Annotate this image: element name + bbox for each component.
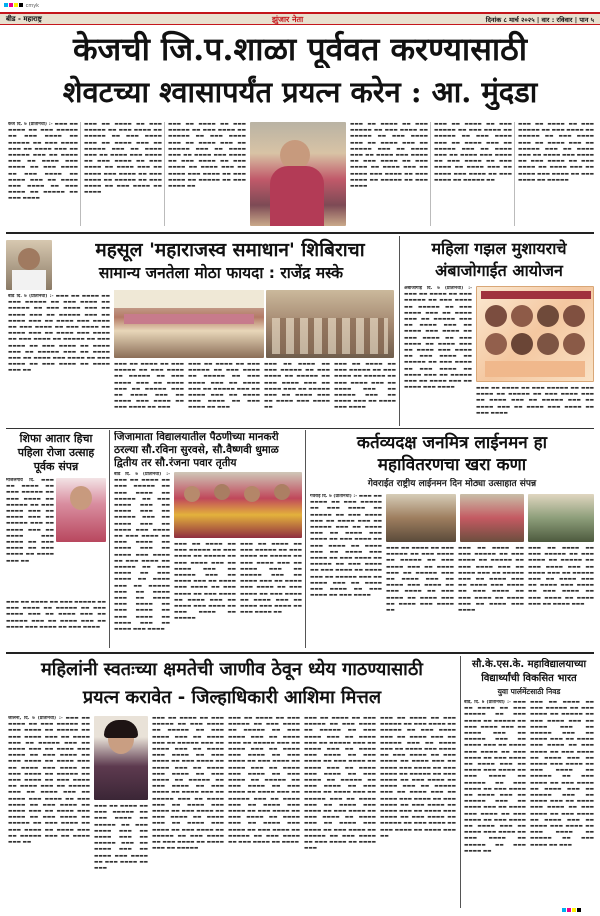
school-headline-line2: ठरल्या सौ.रविना सुरवसे, सौ.वैष्णवी धुमाळ: [114, 444, 279, 456]
ghazal-headline-line1: महिला गझल मुशायराचे: [431, 239, 567, 258]
revenue-thumb-photo: [6, 240, 52, 290]
edition-label: बीड - महाराष्ट्र: [6, 15, 42, 23]
lead-story-col5: ▬▬▬ ▬▬ ▬▬▬▬ ▬▬ ▬▬▬ ▬▬▬▬▬ ▬▬ ▬▬▬ ▬▬▬▬ ▬▬ ▬▬▬▬▬ ▬▬ ▬▬▬ ▬▬▬▬ ▬▬▬ ▬▬ ▬▬▬▬ ▬▬▬ ▬▬ ▬▬▬▬▬ ▬▬▬ ▬▬ ▬▬▬▬ ▬▬▬ ▬▬ ▬▬▬▬ ▬▬▬ ▬▬▬▬ ▬▬ ▬▬▬ ▬▬▬▬ ▬▬ ▬▬▬ ▬▬▬▬ ▬▬ ▬▬▬▬ ▬▬▬ ▬▬ ▬▬▬▬ ▬▬▬ ▬▬▬▬ ▬▬ ▬▬▬ ▬▬▬▬ ▬▬ ▬▬▬▬▬ ▬▬ ▬▬▬ ▬▬▬▬: [350, 122, 428, 190]
shifa-headline-line3: पूर्वक संपन्न: [33, 460, 79, 473]
lineman-story-col1: गेवराई दि. ७ (प्रतिनिधी) :- ▬▬▬ ▬▬ ▬▬▬▬ ▬▬ ▬▬▬ ▬▬▬▬▬ ▬▬ ▬▬▬ ▬▬▬▬ ▬▬ ▬▬▬▬▬ ▬▬ ▬▬▬ ▬▬▬▬ ▬▬▬ ▬▬ ▬▬▬▬ ▬▬▬ ▬▬ ▬▬▬▬▬ ▬▬▬ ▬▬ ▬▬▬▬ ▬▬▬ ▬▬ ▬▬▬▬ ▬▬▬ ▬▬▬▬ ▬▬ ▬▬▬ ▬▬▬▬ ▬▬ ▬▬▬ ▬▬▬▬ ▬▬ ▬▬▬▬ ▬▬▬ ▬▬ ▬▬▬▬ ▬▬▬ ▬▬▬▬ ▬▬ ▬▬▬ ▬▬▬▬ ▬▬ ▬▬▬▬▬ ▬▬ ▬▬▬ ▬▬▬▬ ▬▬ ▬▬▬ ▬▬▬▬ ▬▬ ▬▬▬▬ ▬▬▬ ▬▬ ▬▬▬▬▬ ▬▬▬ ▬▬ ▬▬▬▬ ▬▬▬ ▬▬ ▬▬▬▬ ▬▬▬ ▬▬▬▬ ▬▬ ▬▬▬ ▬▬▬▬ ▬▬ ▬▬▬ ▬▬▬▬: [310, 494, 382, 599]
lead-headline-line2: शेवटच्या श्वासापर्यंत प्रयत्न करेन : आ. मुंदडा: [62, 75, 538, 109]
school-story-col1: बीड दि. ७ (प्रतिनिधी) :- ▬▬▬ ▬▬ ▬▬▬▬ ▬▬ ▬▬▬ ▬▬▬▬▬ ▬▬ ▬▬▬ ▬▬▬▬ ▬▬ ▬▬▬▬▬ ▬▬ ▬▬▬ ▬▬▬▬ ▬▬▬ ▬▬ ▬▬▬▬ ▬▬▬ ▬▬ ▬▬▬▬▬ ▬▬▬ ▬▬ ▬▬▬▬ ▬▬▬ ▬▬ ▬▬▬▬ ▬▬▬ ▬▬▬▬ ▬▬ ▬▬▬ ▬▬▬▬ ▬▬ ▬▬▬ ▬▬▬▬ ▬▬ ▬▬▬▬ ▬▬▬ ▬▬ ▬▬▬▬ ▬▬▬ ▬▬▬▬ ▬▬ ▬▬▬ ▬▬▬▬ ▬▬ ▬▬▬▬▬ ▬▬ ▬▬▬ ▬▬▬▬ ▬▬ ▬▬▬ ▬▬▬▬ ▬▬ ▬▬▬▬ ▬▬▬ ▬▬ ▬▬▬▬▬ ▬▬▬ ▬▬ ▬▬▬▬ ▬▬▬ ▬▬ ▬▬▬▬ ▬▬▬ ▬▬▬▬ ▬▬ ▬▬▬ ▬▬▬▬ ▬▬ ▬▬▬ ▬▬▬▬ ▬▬ ▬▬▬▬ ▬▬▬ ▬▬ ▬▬▬▬ ▬▬▬ ▬▬▬▬: [114, 472, 170, 633]
collector-story-col6: ▬▬▬ ▬▬ ▬▬▬▬ ▬▬ ▬▬▬ ▬▬▬▬▬ ▬▬ ▬▬▬ ▬▬▬▬ ▬▬ ▬▬▬▬▬ ▬▬ ▬▬▬ ▬▬▬▬ ▬▬▬ ▬▬ ▬▬▬▬ ▬▬▬ ▬▬ ▬▬▬▬▬ ▬▬▬ ▬▬ ▬▬▬▬ ▬▬▬ ▬▬ ▬▬▬▬ ▬▬▬ ▬▬▬▬ ▬▬ ▬▬▬ ▬▬▬▬ ▬▬ ▬▬▬ ▬▬▬▬ ▬▬ ▬▬▬▬ ▬▬▬ ▬▬ ▬▬▬▬ ▬▬▬ ▬▬▬▬ ▬▬ ▬▬▬ ▬▬▬▬ ▬▬ ▬▬▬▬▬ ▬▬ ▬▬▬ ▬▬▬▬ ▬▬ ▬▬▬ ▬▬▬▬ ▬▬ ▬▬▬▬ ▬▬▬ ▬▬ ▬▬▬▬▬ ▬▬▬ ▬▬ ▬▬▬▬ ▬▬▬ ▬▬ ▬▬▬▬ ▬▬▬ ▬▬▬▬ ▬▬ ▬▬▬ ▬▬▬▬ ▬▬ ▬▬▬ ▬▬▬▬ ▬▬ ▬▬▬▬ ▬▬▬ ▬▬ ▬▬▬▬ ▬▬▬ ▬▬▬▬ ▬▬ ▬▬▬ ▬▬▬▬ ▬▬ ▬▬▬▬▬ ▬▬ ▬▬▬ ▬▬▬▬ ▬▬ ▬▬▬ ▬▬▬▬ ▬▬ ▬▬▬▬ ▬▬▬ ▬▬: [380, 716, 456, 839]
ghazal-dateline: अंबाजोगाई दि. ७ (प्रतिनिधी) :-: [404, 286, 472, 291]
shifa-dateline: माजलगाव दि.: [6, 478, 35, 483]
shifa-story-col2: ▬▬▬ ▬▬ ▬▬▬▬ ▬▬ ▬▬▬ ▬▬▬▬▬ ▬▬ ▬▬▬ ▬▬▬▬ ▬▬ ▬▬▬▬▬ ▬▬ ▬▬▬ ▬▬▬▬ ▬▬▬ ▬▬ ▬▬▬▬ ▬▬▬ ▬▬ ▬▬▬▬▬ ▬▬▬ ▬▬ ▬▬▬▬ ▬▬▬ ▬▬ ▬▬▬▬ ▬▬▬ ▬▬▬▬ ▬▬ ▬▬▬ ▬▬▬▬: [6, 600, 106, 630]
ghazal-story-col2: ▬▬▬ ▬▬ ▬▬▬▬ ▬▬ ▬▬▬ ▬▬▬▬▬ ▬▬ ▬▬▬ ▬▬▬▬ ▬▬ ▬▬▬▬▬ ▬▬ ▬▬▬ ▬▬▬▬ ▬▬▬ ▬▬ ▬▬▬▬ ▬▬▬ ▬▬ ▬▬▬▬▬ ▬▬▬ ▬▬ ▬▬▬▬ ▬▬▬ ▬▬ ▬▬▬▬ ▬▬▬ ▬▬▬▬ ▬▬ ▬▬▬ ▬▬▬▬: [476, 386, 594, 416]
ks-story-col1: बीड, दि. ७ (प्रतिनिधी) :- ▬▬▬ ▬▬ ▬▬▬▬ ▬▬ ▬▬▬ ▬▬▬▬▬ ▬▬ ▬▬▬ ▬▬▬▬ ▬▬ ▬▬▬▬▬ ▬▬ ▬▬▬ ▬▬▬▬ ▬▬▬ ▬▬ ▬▬▬▬ ▬▬▬ ▬▬ ▬▬▬▬▬ ▬▬▬ ▬▬ ▬▬▬▬ ▬▬▬ ▬▬ ▬▬▬▬ ▬▬▬ ▬▬▬▬ ▬▬ ▬▬▬ ▬▬▬▬ ▬▬ ▬▬▬ ▬▬▬▬ ▬▬ ▬▬▬▬ ▬▬▬ ▬▬ ▬▬▬▬ ▬▬▬ ▬▬▬▬ ▬▬ ▬▬▬ ▬▬▬▬ ▬▬ ▬▬▬▬▬ ▬▬ ▬▬▬ ▬▬▬▬ ▬▬ ▬▬▬ ▬▬▬▬ ▬▬ ▬▬▬▬ ▬▬▬ ▬▬ ▬▬▬▬▬ ▬▬▬ ▬▬ ▬▬▬▬ ▬▬▬ ▬▬ ▬▬▬▬ ▬▬▬ ▬▬▬▬ ▬▬ ▬▬▬ ▬▬▬▬ ▬▬ ▬▬▬ ▬▬▬▬ ▬▬ ▬▬▬▬ ▬▬▬ ▬▬ ▬▬▬▬ ▬▬▬ ▬▬▬▬ ▬▬ ▬▬▬ ▬▬▬▬ ▬▬ ▬▬▬▬▬ ▬▬ ▬▬▬ ▬▬▬▬ ▬▬: [464, 700, 526, 854]
shifa-headline-line2: पहिला रोजा उत्साह: [17, 446, 95, 459]
dateline-banner: दिनांक ८ मार्च २०२५ | वार : रविवार | पान ५: [485, 16, 594, 24]
ks-headline-line1: सौ.के.एस.के. महाविद्यालयाच्या: [471, 659, 587, 670]
cmyk-marks-bottom: [562, 908, 582, 914]
revenue-headline-line1: महसूल 'महाराजस्व समाधान' शिबिराचा: [95, 239, 365, 261]
revenue-photo-audience: [266, 290, 394, 358]
lead-headline-line1: केजची जि.प.शाळा पूर्ववत करण्यासाठी: [72, 30, 527, 68]
lineman-subhead: गेवराईत राष्ट्रीय लाईनमन दिन मोठ्या उत्साहात संपन्न: [367, 479, 537, 489]
column-divider: [514, 122, 515, 226]
collector-story-col3: ▬▬▬ ▬▬ ▬▬▬▬ ▬▬ ▬▬▬ ▬▬▬▬▬ ▬▬ ▬▬▬ ▬▬▬▬ ▬▬ ▬▬▬▬▬ ▬▬ ▬▬▬ ▬▬▬▬ ▬▬▬ ▬▬ ▬▬▬▬ ▬▬▬ ▬▬ ▬▬▬▬▬ ▬▬▬ ▬▬ ▬▬▬▬ ▬▬▬ ▬▬ ▬▬▬▬ ▬▬▬ ▬▬▬▬ ▬▬ ▬▬▬ ▬▬▬▬ ▬▬ ▬▬▬ ▬▬▬▬ ▬▬ ▬▬▬▬ ▬▬▬ ▬▬ ▬▬▬▬ ▬▬▬ ▬▬▬▬ ▬▬ ▬▬▬ ▬▬▬▬ ▬▬ ▬▬▬▬▬ ▬▬ ▬▬▬ ▬▬▬▬ ▬▬ ▬▬▬ ▬▬▬▬ ▬▬ ▬▬▬▬ ▬▬▬ ▬▬ ▬▬▬▬▬ ▬▬▬ ▬▬ ▬▬▬▬ ▬▬▬ ▬▬ ▬▬▬▬ ▬▬▬ ▬▬▬▬ ▬▬ ▬▬▬ ▬▬▬▬ ▬▬ ▬▬▬ ▬▬▬▬ ▬▬ ▬▬▬▬ ▬▬▬ ▬▬ ▬▬▬▬ ▬▬▬ ▬▬▬▬ ▬▬ ▬▬▬ ▬▬▬▬ ▬▬ ▬▬▬▬▬ ▬▬ ▬▬▬ ▬▬▬▬ ▬▬ ▬▬▬ ▬▬▬▬ ▬▬ ▬▬▬▬ ▬▬▬ ▬▬ ▬▬▬▬▬: [152, 716, 224, 852]
lineman-headline-line1: कर्तव्यदक्ष जनमित्र लाईनमन हा: [356, 433, 548, 453]
revenue-photo-main: [114, 290, 264, 358]
revenue-headline-line2: सामान्य जनतेला मोठा फायदा : राजेंद्र मस्के: [98, 264, 344, 282]
lead-photo: [250, 122, 346, 226]
collector-headline-line1: महिलांनी स्वतःच्या क्षमतेची जाणीव ठेवून ध्येय गाठण्यासाठी: [41, 659, 423, 680]
section-rule: [6, 652, 594, 654]
collector-photo: [94, 716, 148, 800]
collector-headline-line2: प्रयत्न करावेत - जिल्हाधिकारी आशिमा मित्तल: [82, 687, 382, 708]
shifa-headline: [6, 432, 106, 474]
lead-story-col7: ▬▬▬ ▬▬ ▬▬▬▬ ▬▬ ▬▬▬ ▬▬▬▬▬ ▬▬ ▬▬▬ ▬▬▬▬ ▬▬ ▬▬▬▬▬ ▬▬ ▬▬▬ ▬▬▬▬ ▬▬▬ ▬▬ ▬▬▬▬ ▬▬▬ ▬▬ ▬▬▬▬▬ ▬▬▬ ▬▬ ▬▬▬▬ ▬▬▬ ▬▬ ▬▬▬▬ ▬▬▬ ▬▬▬▬ ▬▬ ▬▬▬ ▬▬▬▬ ▬▬ ▬▬▬ ▬▬▬▬ ▬▬ ▬▬▬▬ ▬▬▬ ▬▬ ▬▬▬▬ ▬▬▬ ▬▬▬▬ ▬▬ ▬▬▬ ▬▬▬▬ ▬▬ ▬▬▬▬▬: [518, 122, 594, 183]
school-dateline: बीड दि. ७ (प्रतिनिधी) :-: [114, 472, 170, 477]
shifa-story-col1: माजलगाव दि. ▬▬▬ ▬▬ ▬▬▬▬ ▬▬ ▬▬▬ ▬▬▬▬▬ ▬▬ ▬▬▬ ▬▬▬▬ ▬▬ ▬▬▬▬▬ ▬▬ ▬▬▬ ▬▬▬▬ ▬▬▬ ▬▬ ▬▬▬▬ ▬▬▬ ▬▬ ▬▬▬▬▬ ▬▬▬ ▬▬ ▬▬▬▬ ▬▬▬ ▬▬ ▬▬▬▬ ▬▬▬ ▬▬▬▬ ▬▬ ▬▬▬ ▬▬▬▬ ▬▬ ▬▬▬ ▬▬▬▬ ▬▬ ▬▬▬▬ ▬▬▬ ▬▬: [6, 478, 54, 564]
cmyk-label: cmyk: [25, 3, 40, 9]
paper-name: झुंजार नेता: [272, 15, 304, 24]
column-divider: [109, 430, 110, 648]
school-photo: [174, 472, 302, 538]
section-rule: [6, 428, 594, 429]
lineman-story-col4: ▬▬▬ ▬▬ ▬▬▬▬ ▬▬ ▬▬▬ ▬▬▬▬▬ ▬▬ ▬▬▬ ▬▬▬▬ ▬▬ ▬▬▬▬▬ ▬▬ ▬▬▬ ▬▬▬▬ ▬▬▬ ▬▬ ▬▬▬▬ ▬▬▬ ▬▬ ▬▬▬▬▬ ▬▬▬ ▬▬ ▬▬▬▬ ▬▬▬ ▬▬ ▬▬▬▬ ▬▬▬ ▬▬▬▬ ▬▬ ▬▬▬ ▬▬▬▬ ▬▬ ▬▬▬ ▬▬▬▬ ▬▬ ▬▬▬▬ ▬▬▬ ▬▬ ▬▬▬▬ ▬▬▬: [528, 546, 594, 607]
shifa-headline-line1: शिफा आतार हिचा: [19, 432, 93, 445]
revenue-story-col2: ▬▬▬ ▬▬ ▬▬▬▬ ▬▬ ▬▬▬ ▬▬▬▬▬ ▬▬ ▬▬▬ ▬▬▬▬ ▬▬ ▬▬▬▬▬ ▬▬ ▬▬▬ ▬▬▬▬ ▬▬▬ ▬▬ ▬▬▬▬ ▬▬▬ ▬▬ ▬▬▬▬▬ ▬▬▬ ▬▬ ▬▬▬▬ ▬▬▬ ▬▬ ▬▬▬▬ ▬▬▬ ▬▬▬▬ ▬▬ ▬▬▬ ▬▬▬▬ ▬▬ ▬▬▬: [114, 362, 184, 411]
collector-story-col5: ▬▬▬ ▬▬ ▬▬▬▬ ▬▬ ▬▬▬ ▬▬▬▬▬ ▬▬ ▬▬▬ ▬▬▬▬ ▬▬ ▬▬▬▬▬ ▬▬ ▬▬▬ ▬▬▬▬ ▬▬▬ ▬▬ ▬▬▬▬ ▬▬▬ ▬▬ ▬▬▬▬▬ ▬▬▬ ▬▬ ▬▬▬▬ ▬▬▬ ▬▬ ▬▬▬▬ ▬▬▬ ▬▬▬▬ ▬▬ ▬▬▬ ▬▬▬▬ ▬▬ ▬▬▬ ▬▬▬▬ ▬▬ ▬▬▬▬ ▬▬▬ ▬▬ ▬▬▬▬ ▬▬▬ ▬▬▬▬ ▬▬ ▬▬▬ ▬▬▬▬ ▬▬ ▬▬▬▬▬ ▬▬ ▬▬▬ ▬▬▬▬ ▬▬ ▬▬▬ ▬▬▬▬ ▬▬ ▬▬▬▬ ▬▬▬ ▬▬ ▬▬▬▬▬ ▬▬▬ ▬▬ ▬▬▬▬ ▬▬▬ ▬▬ ▬▬▬▬ ▬▬▬ ▬▬▬▬ ▬▬ ▬▬▬ ▬▬▬▬ ▬▬ ▬▬▬ ▬▬▬▬ ▬▬ ▬▬▬▬ ▬▬▬ ▬▬ ▬▬▬▬ ▬▬▬ ▬▬▬▬ ▬▬ ▬▬▬ ▬▬▬▬ ▬▬ ▬▬▬▬▬ ▬▬ ▬▬▬ ▬▬▬▬ ▬▬ ▬▬▬ ▬▬▬▬ ▬▬ ▬▬▬▬ ▬▬▬: [304, 716, 376, 852]
revenue-dateline: बीड दि. ७ (प्रतिनिधी) :-: [8, 294, 54, 299]
school-story-col3: ▬▬▬ ▬▬ ▬▬▬▬ ▬▬ ▬▬▬ ▬▬▬▬▬ ▬▬ ▬▬▬ ▬▬▬▬ ▬▬ ▬▬▬▬▬ ▬▬ ▬▬▬ ▬▬▬▬ ▬▬▬ ▬▬ ▬▬▬▬ ▬▬▬ ▬▬ ▬▬▬▬▬ ▬▬▬ ▬▬ ▬▬▬▬ ▬▬▬ ▬▬ ▬▬▬▬ ▬▬▬ ▬▬▬▬ ▬▬ ▬▬▬ ▬▬▬▬ ▬▬ ▬▬▬ ▬▬▬▬ ▬▬ ▬▬▬▬ ▬▬▬ ▬▬ ▬▬▬▬ ▬▬▬ ▬▬▬▬ ▬▬ ▬▬▬ ▬▬▬▬ ▬▬: [240, 542, 302, 616]
collector-story-col1: जालना, दि. ७ (प्रतिनिधी) :- ▬▬▬ ▬▬ ▬▬▬▬ ▬▬ ▬▬▬ ▬▬▬▬▬ ▬▬ ▬▬▬ ▬▬▬▬ ▬▬ ▬▬▬▬▬ ▬▬ ▬▬▬ ▬▬▬▬ ▬▬▬ ▬▬ ▬▬▬▬ ▬▬▬ ▬▬ ▬▬▬▬▬ ▬▬▬ ▬▬ ▬▬▬▬ ▬▬▬ ▬▬ ▬▬▬▬ ▬▬▬ ▬▬▬▬ ▬▬ ▬▬▬ ▬▬▬▬ ▬▬ ▬▬▬ ▬▬▬▬ ▬▬ ▬▬▬▬ ▬▬▬ ▬▬ ▬▬▬▬ ▬▬▬ ▬▬▬▬ ▬▬ ▬▬▬ ▬▬▬▬ ▬▬ ▬▬▬▬▬ ▬▬ ▬▬▬ ▬▬▬▬ ▬▬ ▬▬▬ ▬▬▬▬ ▬▬ ▬▬▬▬ ▬▬▬ ▬▬ ▬▬▬▬▬ ▬▬▬ ▬▬ ▬▬▬▬ ▬▬▬ ▬▬ ▬▬▬▬ ▬▬▬ ▬▬▬▬ ▬▬ ▬▬▬ ▬▬▬▬ ▬▬ ▬▬▬ ▬▬▬▬ ▬▬ ▬▬▬▬ ▬▬▬ ▬▬ ▬▬▬▬ ▬▬▬ ▬▬▬▬ ▬▬ ▬▬▬ ▬▬▬▬ ▬▬ ▬▬▬▬▬ ▬▬ ▬▬▬ ▬▬▬▬ ▬▬ ▬▬▬ ▬▬▬▬ ▬▬ ▬▬▬▬ ▬▬▬ ▬▬ ▬▬▬▬▬ ▬▬▬ ▬▬ ▬▬▬▬ ▬▬▬ ▬▬: [8, 716, 90, 846]
ks-headline: [464, 658, 594, 697]
column-divider: [164, 122, 165, 226]
lead-story-col2: ▬▬▬ ▬▬ ▬▬▬▬ ▬▬ ▬▬▬ ▬▬▬▬▬ ▬▬ ▬▬▬ ▬▬▬▬ ▬▬ ▬▬▬▬▬ ▬▬ ▬▬▬ ▬▬▬▬ ▬▬▬ ▬▬ ▬▬▬▬ ▬▬▬ ▬▬ ▬▬▬▬▬ ▬▬▬ ▬▬ ▬▬▬▬ ▬▬▬ ▬▬ ▬▬▬▬ ▬▬▬ ▬▬▬▬ ▬▬ ▬▬▬ ▬▬▬▬ ▬▬ ▬▬▬ ▬▬▬▬ ▬▬ ▬▬▬▬ ▬▬▬ ▬▬ ▬▬▬▬ ▬▬▬ ▬▬▬▬ ▬▬ ▬▬▬ ▬▬▬▬ ▬▬ ▬▬▬▬▬ ▬▬ ▬▬▬ ▬▬▬▬ ▬▬ ▬▬▬ ▬▬▬▬ ▬▬ ▬▬▬▬: [84, 122, 162, 196]
lead-story-col3: ▬▬▬ ▬▬ ▬▬▬▬ ▬▬ ▬▬▬ ▬▬▬▬▬ ▬▬ ▬▬▬ ▬▬▬▬ ▬▬ ▬▬▬▬▬ ▬▬ ▬▬▬ ▬▬▬▬ ▬▬▬ ▬▬ ▬▬▬▬ ▬▬▬ ▬▬ ▬▬▬▬▬ ▬▬▬ ▬▬ ▬▬▬▬ ▬▬▬ ▬▬ ▬▬▬▬ ▬▬▬ ▬▬▬▬ ▬▬ ▬▬▬ ▬▬▬▬ ▬▬ ▬▬▬ ▬▬▬▬ ▬▬ ▬▬▬▬ ▬▬▬ ▬▬ ▬▬▬▬ ▬▬▬ ▬▬▬▬ ▬▬ ▬▬▬ ▬▬▬▬ ▬▬ ▬▬▬▬▬ ▬▬ ▬▬▬ ▬▬▬▬ ▬▬: [168, 122, 246, 190]
lineman-dateline: गेवराई दि. ७ (प्रतिनिधी) :-: [310, 494, 358, 499]
ghazal-poster: [476, 286, 594, 382]
ks-subhead: युवा पार्लमेंटसाठी निवड: [497, 687, 561, 696]
shifa-photo: [56, 478, 106, 542]
ghazal-headline-line2: अंबाजोगाईत आयोजन: [435, 261, 563, 280]
collector-dateline: जालना, दि. ७ (प्रतिनिधी) :-: [8, 716, 63, 721]
column-divider: [305, 430, 306, 648]
collector-story-col2: ▬▬▬ ▬▬ ▬▬▬▬ ▬▬ ▬▬▬ ▬▬▬▬▬ ▬▬ ▬▬▬ ▬▬▬▬ ▬▬ ▬▬▬▬▬ ▬▬ ▬▬▬ ▬▬▬▬ ▬▬▬ ▬▬ ▬▬▬▬ ▬▬▬ ▬▬ ▬▬▬▬▬ ▬▬▬ ▬▬ ▬▬▬▬ ▬▬▬ ▬▬ ▬▬▬▬ ▬▬▬ ▬▬▬▬ ▬▬ ▬▬▬ ▬▬▬▬ ▬▬ ▬▬▬: [94, 804, 148, 872]
school-headline: [114, 431, 304, 470]
collector-story-col4: ▬▬▬ ▬▬ ▬▬▬▬ ▬▬ ▬▬▬ ▬▬▬▬▬ ▬▬ ▬▬▬ ▬▬▬▬ ▬▬ ▬▬▬▬▬ ▬▬ ▬▬▬ ▬▬▬▬ ▬▬▬ ▬▬ ▬▬▬▬ ▬▬▬ ▬▬ ▬▬▬▬▬ ▬▬▬ ▬▬ ▬▬▬▬ ▬▬▬ ▬▬ ▬▬▬▬ ▬▬▬ ▬▬▬▬ ▬▬ ▬▬▬ ▬▬▬▬ ▬▬ ▬▬▬ ▬▬▬▬ ▬▬ ▬▬▬▬ ▬▬▬ ▬▬ ▬▬▬▬ ▬▬▬ ▬▬▬▬ ▬▬ ▬▬▬ ▬▬▬▬ ▬▬ ▬▬▬▬▬ ▬▬ ▬▬▬ ▬▬▬▬ ▬▬ ▬▬▬ ▬▬▬▬ ▬▬ ▬▬▬▬ ▬▬▬ ▬▬ ▬▬▬▬▬ ▬▬▬ ▬▬ ▬▬▬▬ ▬▬▬ ▬▬ ▬▬▬▬ ▬▬▬ ▬▬▬▬ ▬▬ ▬▬▬ ▬▬▬▬ ▬▬ ▬▬▬ ▬▬▬▬ ▬▬ ▬▬▬▬ ▬▬▬ ▬▬ ▬▬▬▬ ▬▬▬ ▬▬▬▬ ▬▬ ▬▬▬ ▬▬▬▬ ▬▬ ▬▬▬▬▬ ▬▬ ▬▬▬ ▬▬▬▬ ▬▬ ▬▬▬ ▬▬▬▬ ▬▬ ▬▬▬▬: [228, 716, 300, 846]
lead-story-col6: ▬▬▬ ▬▬ ▬▬▬▬ ▬▬ ▬▬▬ ▬▬▬▬▬ ▬▬ ▬▬▬ ▬▬▬▬ ▬▬ ▬▬▬▬▬ ▬▬ ▬▬▬ ▬▬▬▬ ▬▬▬ ▬▬ ▬▬▬▬ ▬▬▬ ▬▬ ▬▬▬▬▬ ▬▬▬ ▬▬ ▬▬▬▬ ▬▬▬ ▬▬ ▬▬▬▬ ▬▬▬ ▬▬▬▬ ▬▬ ▬▬▬ ▬▬▬▬ ▬▬ ▬▬▬ ▬▬▬▬ ▬▬ ▬▬▬▬ ▬▬▬ ▬▬ ▬▬▬▬ ▬▬▬ ▬▬▬▬ ▬▬ ▬▬▬ ▬▬▬▬ ▬▬ ▬▬▬▬▬ ▬▬: [434, 122, 512, 183]
school-headline-line1: जिजामाता विद्यालयातील पैठणीच्या मानकरी: [114, 431, 279, 443]
ks-story-col2: ▬▬▬ ▬▬ ▬▬▬▬ ▬▬ ▬▬▬ ▬▬▬▬▬ ▬▬ ▬▬▬ ▬▬▬▬ ▬▬ ▬▬▬▬▬ ▬▬ ▬▬▬ ▬▬▬▬ ▬▬▬ ▬▬ ▬▬▬▬ ▬▬▬ ▬▬ ▬▬▬▬▬ ▬▬▬ ▬▬ ▬▬▬▬ ▬▬▬ ▬▬ ▬▬▬▬ ▬▬▬ ▬▬▬▬ ▬▬ ▬▬▬ ▬▬▬▬ ▬▬ ▬▬▬ ▬▬▬▬ ▬▬ ▬▬▬▬ ▬▬▬ ▬▬ ▬▬▬▬ ▬▬▬ ▬▬▬▬ ▬▬ ▬▬▬ ▬▬▬▬ ▬▬ ▬▬▬▬▬ ▬▬ ▬▬▬ ▬▬▬▬ ▬▬ ▬▬▬ ▬▬▬▬ ▬▬ ▬▬▬▬ ▬▬▬ ▬▬ ▬▬▬▬▬ ▬▬▬ ▬▬ ▬▬▬▬ ▬▬▬ ▬▬ ▬▬▬▬ ▬▬▬ ▬▬▬▬ ▬▬ ▬▬▬ ▬▬▬▬ ▬▬ ▬▬▬ ▬▬▬▬ ▬▬ ▬▬▬▬ ▬▬▬ ▬▬ ▬▬▬▬ ▬▬▬ ▬▬▬▬ ▬▬ ▬▬▬ ▬▬▬▬ ▬▬ ▬▬▬▬▬ ▬▬ ▬▬▬ ▬▬▬▬ ▬▬ ▬▬▬: [530, 700, 594, 848]
lead-dateline: केज दि. ७ (प्रतिनिधी) :-: [8, 122, 53, 127]
revenue-story-col1: बीड दि. ७ (प्रतिनिधी) :- ▬▬▬ ▬▬ ▬▬▬▬ ▬▬ ▬▬▬ ▬▬▬▬▬ ▬▬ ▬▬▬ ▬▬▬▬ ▬▬ ▬▬▬▬▬ ▬▬ ▬▬▬ ▬▬▬▬ ▬▬▬ ▬▬ ▬▬▬▬ ▬▬▬ ▬▬ ▬▬▬▬▬ ▬▬▬ ▬▬ ▬▬▬▬ ▬▬▬ ▬▬ ▬▬▬▬ ▬▬▬ ▬▬▬▬ ▬▬ ▬▬▬ ▬▬▬▬ ▬▬ ▬▬▬ ▬▬▬▬ ▬▬ ▬▬▬▬ ▬▬▬ ▬▬ ▬▬▬▬ ▬▬▬ ▬▬▬▬ ▬▬ ▬▬▬ ▬▬▬▬ ▬▬ ▬▬▬▬▬ ▬▬ ▬▬▬ ▬▬▬▬ ▬▬ ▬▬▬ ▬▬▬▬ ▬▬ ▬▬▬▬ ▬▬▬ ▬▬ ▬▬▬▬▬ ▬▬▬ ▬▬ ▬▬▬▬ ▬▬▬ ▬▬ ▬▬▬▬ ▬▬▬ ▬▬▬▬ ▬▬ ▬▬▬ ▬▬▬▬ ▬▬ ▬▬▬ ▬▬▬▬ ▬▬ ▬▬▬▬ ▬▬▬ ▬▬: [8, 294, 110, 374]
revenue-story-col3: ▬▬▬ ▬▬ ▬▬▬▬ ▬▬ ▬▬▬ ▬▬▬▬▬ ▬▬ ▬▬▬ ▬▬▬▬ ▬▬ ▬▬▬▬▬ ▬▬ ▬▬▬ ▬▬▬▬ ▬▬▬ ▬▬ ▬▬▬▬ ▬▬▬ ▬▬ ▬▬▬▬▬ ▬▬▬ ▬▬ ▬▬▬▬ ▬▬▬ ▬▬ ▬▬▬▬ ▬▬▬ ▬▬▬▬ ▬▬ ▬▬▬ ▬▬▬▬ ▬▬ ▬▬▬: [188, 362, 260, 411]
cmyk-marks-top: [4, 3, 40, 9]
ghazal-story-col1: अंबाजोगाई दि. ७ (प्रतिनिधी) :- ▬▬▬ ▬▬ ▬▬▬▬ ▬▬ ▬▬▬ ▬▬▬▬▬ ▬▬ ▬▬▬ ▬▬▬▬ ▬▬ ▬▬▬▬▬ ▬▬ ▬▬▬ ▬▬▬▬ ▬▬▬ ▬▬ ▬▬▬▬ ▬▬▬ ▬▬ ▬▬▬▬▬ ▬▬▬ ▬▬ ▬▬▬▬ ▬▬▬ ▬▬ ▬▬▬▬ ▬▬▬ ▬▬▬▬ ▬▬ ▬▬▬ ▬▬▬▬ ▬▬ ▬▬▬ ▬▬▬▬ ▬▬ ▬▬▬▬ ▬▬▬ ▬▬ ▬▬▬▬ ▬▬▬ ▬▬▬▬ ▬▬ ▬▬▬ ▬▬▬▬ ▬▬ ▬▬▬▬▬ ▬▬ ▬▬▬ ▬▬▬▬ ▬▬ ▬▬▬ ▬▬▬▬ ▬▬ ▬▬▬▬ ▬▬▬ ▬▬ ▬▬▬▬▬ ▬▬▬ ▬▬ ▬▬▬▬ ▬▬▬ ▬▬ ▬▬▬▬ ▬▬▬ ▬▬▬▬: [404, 286, 472, 391]
lineman-photo-2: [460, 494, 524, 542]
ks-dateline: बीड, दि. ७ (प्रतिनिधी) :-: [464, 700, 511, 705]
school-headline-line3: द्वितीय तर सौ.रंजना पवार तृतीय: [114, 457, 237, 469]
revenue-story-col5: ▬▬▬ ▬▬ ▬▬▬▬ ▬▬ ▬▬▬ ▬▬▬▬▬ ▬▬ ▬▬▬ ▬▬▬▬ ▬▬ ▬▬▬▬▬ ▬▬ ▬▬▬ ▬▬▬▬ ▬▬▬ ▬▬ ▬▬▬▬ ▬▬▬ ▬▬ ▬▬▬▬▬ ▬▬▬ ▬▬ ▬▬▬▬ ▬▬▬ ▬▬ ▬▬▬▬ ▬▬▬ ▬▬▬▬: [334, 362, 396, 411]
section-rule: [6, 232, 594, 234]
lineman-story-col2: ▬▬▬ ▬▬ ▬▬▬▬ ▬▬ ▬▬▬ ▬▬▬▬▬ ▬▬ ▬▬▬ ▬▬▬▬ ▬▬ ▬▬▬▬▬ ▬▬ ▬▬▬ ▬▬▬▬ ▬▬▬ ▬▬ ▬▬▬▬ ▬▬▬ ▬▬ ▬▬▬▬▬ ▬▬▬ ▬▬ ▬▬▬▬ ▬▬▬ ▬▬ ▬▬▬▬ ▬▬▬ ▬▬▬▬ ▬▬ ▬▬▬ ▬▬▬▬ ▬▬ ▬▬▬ ▬▬▬▬ ▬▬ ▬▬▬▬ ▬▬▬ ▬▬ ▬▬▬▬ ▬▬▬ ▬▬▬▬ ▬▬: [386, 546, 454, 614]
lineman-photo-3: [528, 494, 594, 542]
column-divider: [80, 122, 81, 226]
lineman-photo-1: [386, 494, 456, 542]
masthead-bar: [0, 12, 600, 25]
lineman-headline-line2: महावितरणचा खरा कणा: [377, 455, 527, 475]
lineman-story-col3: ▬▬▬ ▬▬ ▬▬▬▬ ▬▬ ▬▬▬ ▬▬▬▬▬ ▬▬ ▬▬▬ ▬▬▬▬ ▬▬ ▬▬▬▬▬ ▬▬ ▬▬▬ ▬▬▬▬ ▬▬▬ ▬▬ ▬▬▬▬ ▬▬▬ ▬▬ ▬▬▬▬▬ ▬▬▬ ▬▬ ▬▬▬▬ ▬▬▬ ▬▬ ▬▬▬▬ ▬▬▬ ▬▬▬▬ ▬▬ ▬▬▬ ▬▬▬▬ ▬▬ ▬▬▬ ▬▬▬▬ ▬▬ ▬▬▬▬ ▬▬▬ ▬▬ ▬▬▬▬ ▬▬▬ ▬▬▬▬: [458, 546, 524, 614]
column-divider: [430, 122, 431, 226]
revenue-story-col4: ▬▬▬ ▬▬ ▬▬▬▬ ▬▬ ▬▬▬ ▬▬▬▬▬ ▬▬ ▬▬▬ ▬▬▬▬ ▬▬ ▬▬▬▬▬ ▬▬ ▬▬▬ ▬▬▬▬ ▬▬▬ ▬▬ ▬▬▬▬ ▬▬▬ ▬▬ ▬▬▬▬▬ ▬▬▬ ▬▬ ▬▬▬▬ ▬▬▬ ▬▬ ▬▬▬▬ ▬▬▬ ▬▬▬▬ ▬▬: [264, 362, 330, 411]
school-story-col2: ▬▬▬ ▬▬ ▬▬▬▬ ▬▬ ▬▬▬ ▬▬▬▬▬ ▬▬ ▬▬▬ ▬▬▬▬ ▬▬ ▬▬▬▬▬ ▬▬ ▬▬▬ ▬▬▬▬ ▬▬▬ ▬▬ ▬▬▬▬ ▬▬▬ ▬▬ ▬▬▬▬▬ ▬▬▬ ▬▬ ▬▬▬▬ ▬▬▬ ▬▬ ▬▬▬▬ ▬▬▬ ▬▬▬▬ ▬▬ ▬▬▬ ▬▬▬▬ ▬▬ ▬▬▬ ▬▬▬▬ ▬▬ ▬▬▬▬ ▬▬▬ ▬▬ ▬▬▬▬ ▬▬▬ ▬▬▬▬ ▬▬ ▬▬▬ ▬▬▬▬ ▬▬ ▬▬▬▬▬: [174, 542, 236, 622]
ks-headline-line2: विद्यार्थ्यांची विकसित भारत: [481, 673, 577, 684]
column-divider: [460, 656, 461, 908]
column-divider: [399, 236, 400, 426]
lead-story-col1: केज दि. ७ (प्रतिनिधी) :- ▬▬▬ ▬▬ ▬▬▬▬ ▬▬ ▬▬▬ ▬▬▬▬▬ ▬▬ ▬▬▬ ▬▬▬▬ ▬▬ ▬▬▬▬▬ ▬▬ ▬▬▬ ▬▬▬▬ ▬▬▬ ▬▬ ▬▬▬▬ ▬▬▬ ▬▬ ▬▬▬▬▬ ▬▬▬ ▬▬ ▬▬▬▬ ▬▬▬ ▬▬ ▬▬▬▬ ▬▬▬ ▬▬▬▬ ▬▬ ▬▬▬ ▬▬▬▬ ▬▬ ▬▬▬ ▬▬▬▬ ▬▬ ▬▬▬▬ ▬▬▬ ▬▬ ▬▬▬▬ ▬▬▬ ▬▬▬▬ ▬▬ ▬▬▬ ▬▬▬▬ ▬▬ ▬▬▬▬▬ ▬▬ ▬▬▬ ▬▬▬▬: [8, 122, 78, 202]
